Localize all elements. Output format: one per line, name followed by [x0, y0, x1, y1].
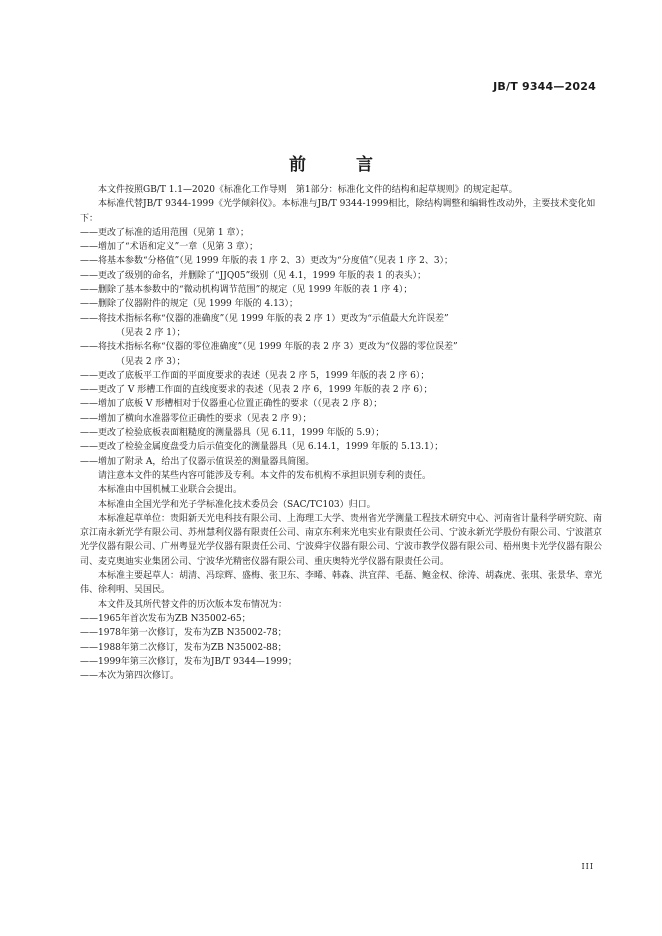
change-item: ——更改了底板平工作面的平面度要求的表述（见表 2 序 5，1999 年版的表 2 序 6）； — [80, 370, 430, 381]
history-item: ——1978年第一次修订，发布为ZB N35002-78； — [80, 628, 287, 639]
history-intro: 本文件及其所代替文件的历次版本发布情况为： — [98, 599, 288, 610]
intro-paragraph: 本文件按照GB/T 1.1—2020《标准化工作导则 第1部分：标准化文件的结构和起草规则》的规定起草。 — [98, 185, 518, 195]
history-item: ——1999年第三次修订，发布为JB/T 9344—1999； — [80, 656, 297, 667]
change-item: ——增加了附录 A，给出了仪器示值误差的测量器具简图。 — [80, 456, 315, 467]
change-item: ——更改了标准的适用范围（见第 1 章）； — [80, 227, 249, 238]
history-item: ——1988年第二次修订，发布为ZB N35002-88； — [80, 642, 287, 653]
change-item: ——更改了 V 形槽工作面的直线度要求的表述（见表 2 序 6，1999 年版的表 2 序 6）； — [80, 385, 433, 396]
patent-statement: 请注意本文件的某些内容可能涉及专利。本文件的发布机构不承担识别专利的责任。 — [98, 470, 432, 481]
change-item: ——更改了级别的命名，并删除了“JJQ05”级别（见 4.1，1999 年版的表 1 的表头）； — [80, 270, 427, 281]
history-item: ——1965年首次发布为ZB N35002-65； — [80, 613, 251, 624]
change-item: ——更改了检验底板表面粗糙度的测量器具（见 6.11，1999 年版的 5.9）； — [80, 428, 385, 439]
change-item — [80, 312, 604, 341]
page-number: III — [581, 862, 594, 871]
committee-statement: 本标准由全国光学和光子学标准化技术委员会（SAC/TC103）归口。 — [98, 499, 376, 510]
change-item: ——增加了横向水准器零位正确性的要求（见表 2 序 9）； — [80, 413, 312, 424]
intro-paragraph: 本标准代替JB/T 9344-1999《光学倾斜仪》。本标准与JB/T 9344-1999相比，除结构调整和编辑性改动外，主要技术变化如下： — [80, 199, 596, 224]
change-item: ——将基本参数“分格值”（见 1999 年版的表 1 序 2、3）更改为“分度值”（见表 1 序 2、3）； — [80, 256, 454, 267]
change-item-continuation: （见表 2 序 3）； — [116, 356, 186, 367]
drafters: 本标准主要起草人：胡清、冯琮辉、盛梅、张卫东、李晞、韩森、洪宜萍、毛磊、鲍金权、徐涛、胡森虎、张琪、张景华、章光伟、徐利明、吴国民。 — [80, 571, 603, 596]
change-item: ——删除了仪器附件的规定（见 1999 年版的 4.13）； — [80, 299, 299, 310]
drafting-units: 本标准起草单位：贵阳新天光电科技有限公司、上海理工大学、贵州省光学测量工程技术研究中心、河南省计量科学研究院、南京江南永新光学有限公司、苏州慧利仪器有限责任公司、南京东利来光电实业有限责任公司、宁波永新光学股份有限公司、宁波湛京光学仪器有限公司、广州粤显光学仪器有限责任公司、宁波舜宇仪器有限公司、宁波市教学仪器有限公司、梧州奥卡光学仪器有限公司、麦克奥迪实业集团公司、宁波华光精密仪器有限公司、重庆奥特光学仪器有限责任公司。 — [80, 513, 603, 567]
change-item-text: ——将技术指标名称“仪器的零位准确度”（见 1999 年版的表 2 序 3）更改为“仪器的零位误差” — [80, 342, 458, 353]
change-item: ——删除了基本参数中的“微动机构调节范围”的规定（见 1999 年版的表 1 序 4）； — [80, 285, 413, 296]
standard-number: JB/T 9344—2024 — [493, 80, 596, 93]
change-item-text: ——将技术指标名称“仪器的准确度”（见 1999 年版的表 2 序 1）更改为“示值最大允许误差” — [80, 313, 449, 324]
change-item: ——更改了检验金属度盘受力后示值变化的测量器具（见 6.14.1，1999 年版的 5.13.1）； — [80, 442, 444, 453]
history-item: ——本次为第四次修订。 — [80, 671, 180, 682]
proposer-statement: 本标准由中国机械工业联合会提出。 — [98, 485, 243, 496]
page-title: 前 言 — [289, 155, 395, 175]
change-item — [80, 340, 604, 369]
change-item-continuation: （见表 2 序 1）； — [116, 327, 186, 338]
change-item: ——增加了底板 V 形槽相对于仪器重心位置正确性的要求（（见表 2 序 8）； — [80, 399, 383, 410]
foreword-body — [80, 183, 604, 683]
change-item: ——增加了“术语和定义”一章（见第 3 章）； — [80, 242, 259, 253]
